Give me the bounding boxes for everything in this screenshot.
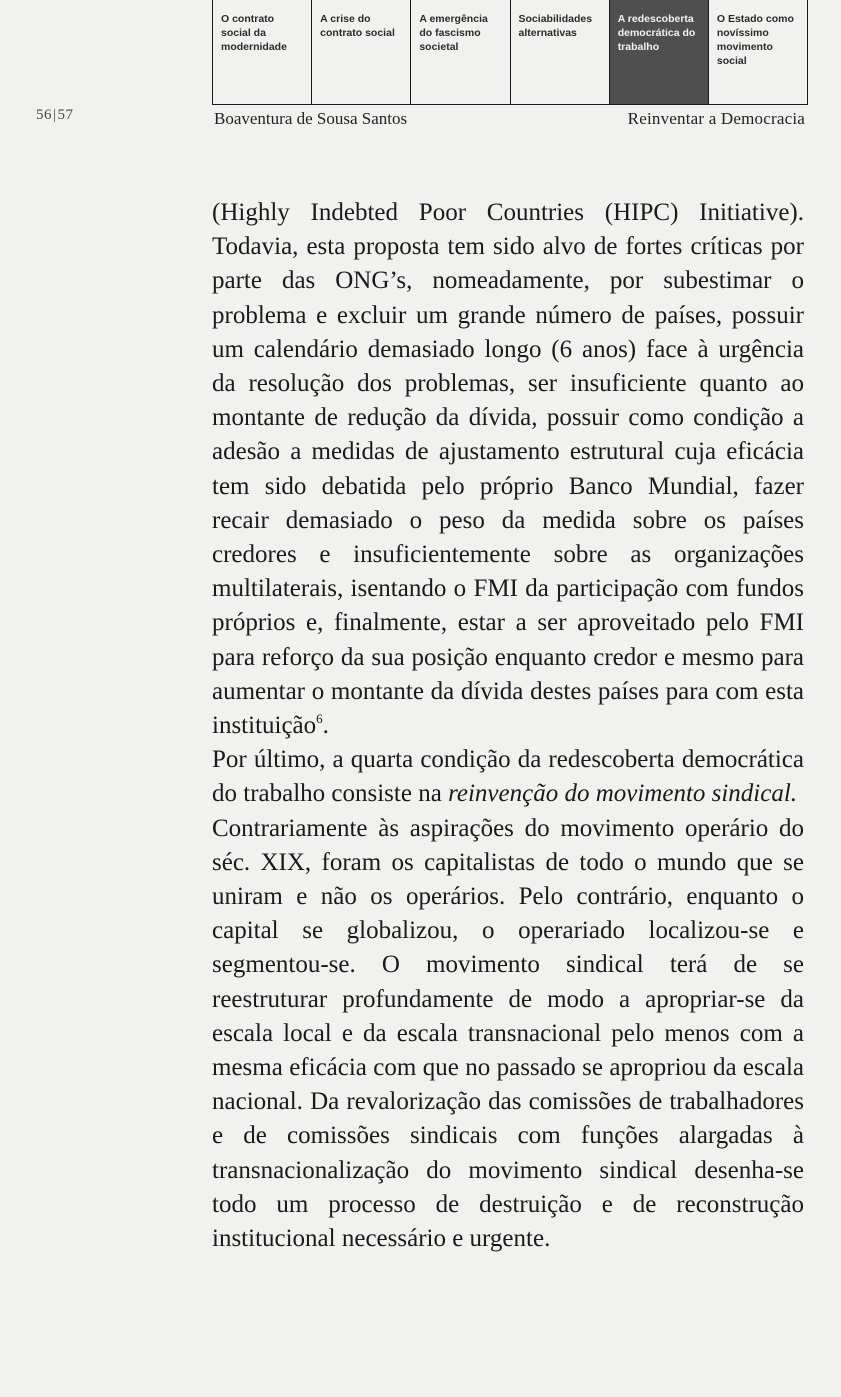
page-number-left: 56 [36, 107, 52, 123]
body-text [212, 196, 804, 1256]
chapter-cell-contrato-social: O contrato social da modernidade [212, 0, 311, 104]
running-header-title: Reinventar a Democracia [627, 109, 805, 128]
paragraph-quarta-text: Por último, a quarta condição da redescoberta democrática do trabalho consiste na [212, 746, 804, 808]
paragraph-quarta-condicao [212, 743, 804, 811]
paragraph-movimento-operario: Contrariamente às aspirações do movimento operário do séc. XIX, foram os capitalistas de todo o mundo que se uniram e não os operários. Pelo contrário, enquanto o capital se globalizou, o operariado localizou-se e segmentou-se. O movimento sindical terá de se reestruturar profundamente de modo a apropriar-se da escala local e da escala transnacional pelo menos com a mesma eficácia com que no passado se apropriou da escala nacional. Da revalorização das comissões de trabalhadores e de comissões sindicais com funções alargadas à transnacionalização do movimento sindical desenha-se todo um processo de destruição e de reconstrução institucional necessário e urgente. [212, 814, 804, 1253]
running-header-author: Boaventura de Sousa Santos [214, 109, 408, 128]
page-number-right: 57 [57, 107, 74, 123]
emphasis-reinvencao-sindical: reinvenção do movimento sindical. [448, 780, 798, 808]
chapter-cell-estado-movimento: O Estado como novíssimo movimento social [708, 0, 808, 104]
chapter-navigation-strip [212, 0, 808, 105]
chapter-cell-redescoberta-trabalho: A redescoberta democrática do trabalho [609, 0, 708, 104]
footnote-marker: 6 [316, 711, 323, 727]
paragraph-hipc-end: . [322, 712, 329, 740]
page-number-separator: | [53, 107, 57, 123]
chapter-cell-crise-contrato: A crise do contrato social [311, 0, 410, 104]
paragraph-hipc-criticism [212, 196, 804, 743]
paragraph-hipc-text: (Highly Indebted Poor Countries (HIPC) Initiative). Todavia, esta proposta tem sido alvo de fortes críticas por parte das ONG’s, nomeadamente, por subestimar o problema e excluir um grande número de países, possuir um calendário demasiado longo (6 anos) face à urgência da resolução dos problemas, ser insuficiente quanto ao montante de redução da dívida, possuir como condição a adesão a medidas de ajustamento estrutural cuja eficácia tem sido debatida pelo próprio Banco Mundial, fazer recair demasiado o peso da medida sobre os países credores e insuficientemente sobre as organizações multilaterais, isentando o FMI da participação com fundos próprios e, finalmente, estar a ser aproveitado pelo FMI para reforço da sua posição enquanto credor e mesmo para aumentar o montante da dívida destes países para com esta instituição [212, 199, 804, 740]
chapter-cell-sociabilidades: Sociabilidades alternativas [510, 0, 609, 104]
chapter-cell-fascismo-societal: A emergência do fascismo societal [410, 0, 509, 104]
page-numbers [36, 107, 74, 124]
